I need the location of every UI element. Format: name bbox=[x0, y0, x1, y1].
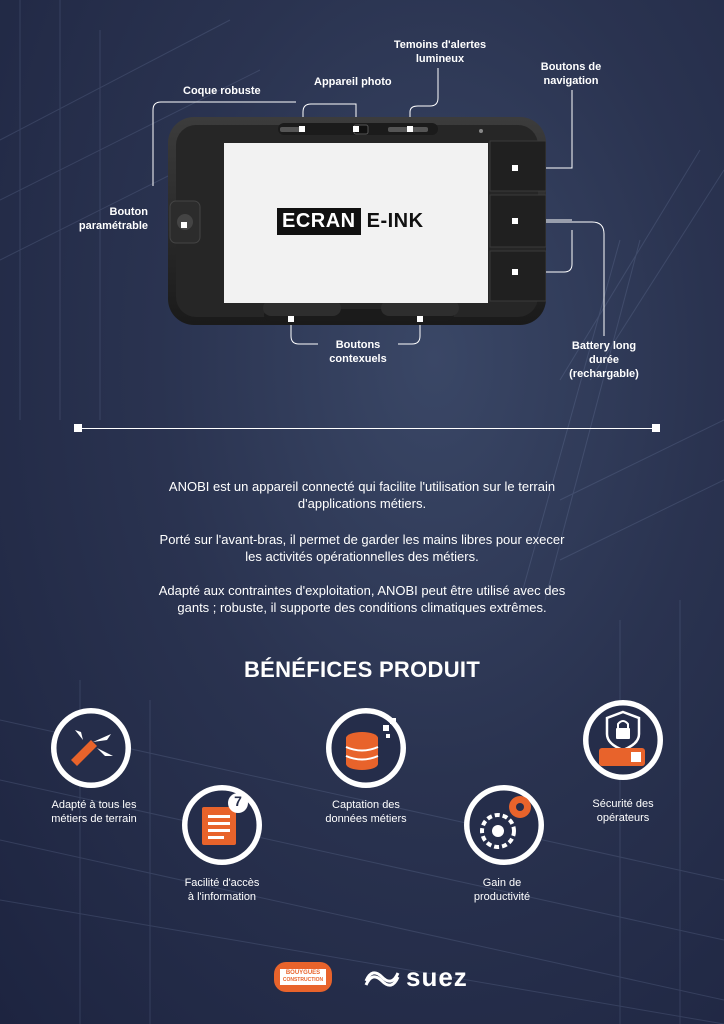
callout-bouton-parametrable bbox=[66, 205, 148, 233]
benefit-label-captation bbox=[296, 798, 436, 826]
callout-line: Boutons bbox=[335, 339, 381, 351]
callout-temoins bbox=[380, 38, 500, 66]
callout-dot bbox=[417, 316, 423, 322]
callout-line: contexuels bbox=[329, 353, 387, 365]
bouygues-logo-line1: BOUYGUES bbox=[285, 970, 321, 976]
screen-label-ecran: ECRAN bbox=[277, 208, 361, 235]
screen-label bbox=[277, 207, 424, 235]
benefit-label-metiers bbox=[24, 798, 164, 826]
callout-dot bbox=[407, 126, 413, 132]
paragraph-line: les activités opérationnelles des métiers. bbox=[245, 549, 479, 564]
callout-dot bbox=[512, 269, 518, 275]
callout-dot bbox=[299, 126, 305, 132]
intro-paragraph-1 bbox=[120, 478, 604, 512]
callout-line: Boutons de bbox=[540, 61, 602, 73]
label-line: métiers de terrain bbox=[51, 813, 137, 825]
callout-line: Bouton bbox=[109, 206, 148, 218]
callout-line: durée bbox=[589, 354, 619, 366]
suez-logo bbox=[362, 962, 468, 992]
callout-dot bbox=[512, 165, 518, 171]
screen-label-eink: E-INK bbox=[366, 209, 424, 232]
lock-card-icon bbox=[585, 702, 661, 778]
callout-line: navigation bbox=[543, 75, 599, 87]
benefit-label-productivite bbox=[432, 876, 572, 904]
benefits-title: BÉNÉFICES PRODUIT bbox=[243, 657, 481, 682]
intro-paragraph-3 bbox=[120, 582, 604, 616]
suez-wordmark: suez bbox=[406, 961, 468, 992]
label-line: opérateurs bbox=[596, 812, 650, 824]
callout-appareil-photo: Appareil photo bbox=[314, 76, 392, 88]
paragraph-line: ANOBI est un appareil connecté qui facilite l'utilisation sur le terrain bbox=[168, 479, 556, 494]
callout-line: lumineux bbox=[415, 53, 465, 65]
label-line: Adapté à tous les bbox=[51, 799, 137, 811]
callout-battery bbox=[556, 339, 652, 381]
paragraph-line: Porté sur l'avant-bras, il permet de garder les mains libres pour execer bbox=[159, 532, 565, 547]
label-line: Captation des bbox=[332, 799, 400, 811]
callout-contextuels bbox=[318, 338, 398, 366]
label-line: productivité bbox=[473, 891, 531, 903]
paragraph-line: Adapté aux contraintes d'exploitation, ANOBI peut être utilisé avec des bbox=[158, 583, 566, 598]
callout-dot bbox=[181, 222, 187, 228]
bouygues-logo-line2: CONSTRUCTION bbox=[282, 977, 324, 983]
suez-symbol-icon bbox=[362, 963, 402, 991]
benefit-label-securite bbox=[553, 797, 693, 825]
callout-line: Battery long bbox=[571, 340, 637, 352]
label-line: Sécurité des bbox=[592, 798, 654, 810]
gears-icon bbox=[466, 787, 542, 863]
callout-line: paramétrable bbox=[78, 220, 148, 232]
callout-navigation bbox=[528, 60, 614, 88]
database-icon bbox=[328, 710, 404, 786]
multitool-icon bbox=[53, 710, 129, 786]
bouygues-logo bbox=[274, 962, 332, 992]
label-line: données métiers bbox=[325, 813, 407, 825]
divider-end-left bbox=[74, 424, 82, 432]
callout-coque-robuste: Coque robuste bbox=[183, 85, 261, 97]
callout-dot bbox=[512, 218, 518, 224]
divider-end-right bbox=[652, 424, 660, 432]
document-notification-icon bbox=[184, 787, 260, 863]
section-divider bbox=[78, 428, 656, 429]
label-line: à l'information bbox=[187, 891, 257, 903]
label-line: Gain de bbox=[482, 877, 522, 889]
intro-paragraph-2 bbox=[120, 531, 604, 565]
paragraph-line: d'applications métiers. bbox=[297, 496, 427, 511]
notification-badge: 7 bbox=[234, 793, 242, 809]
callout-dot bbox=[288, 316, 294, 322]
callout-line: Temoins d'alertes bbox=[393, 39, 487, 51]
benefit-label-acces bbox=[152, 876, 292, 904]
callout-dot bbox=[353, 126, 359, 132]
callout-line: (rechargable) bbox=[569, 368, 639, 380]
label-line: Facilité d'accès bbox=[184, 877, 260, 889]
paragraph-line: gants ; robuste, il supporte des conditions climatiques extrêmes. bbox=[177, 600, 547, 615]
